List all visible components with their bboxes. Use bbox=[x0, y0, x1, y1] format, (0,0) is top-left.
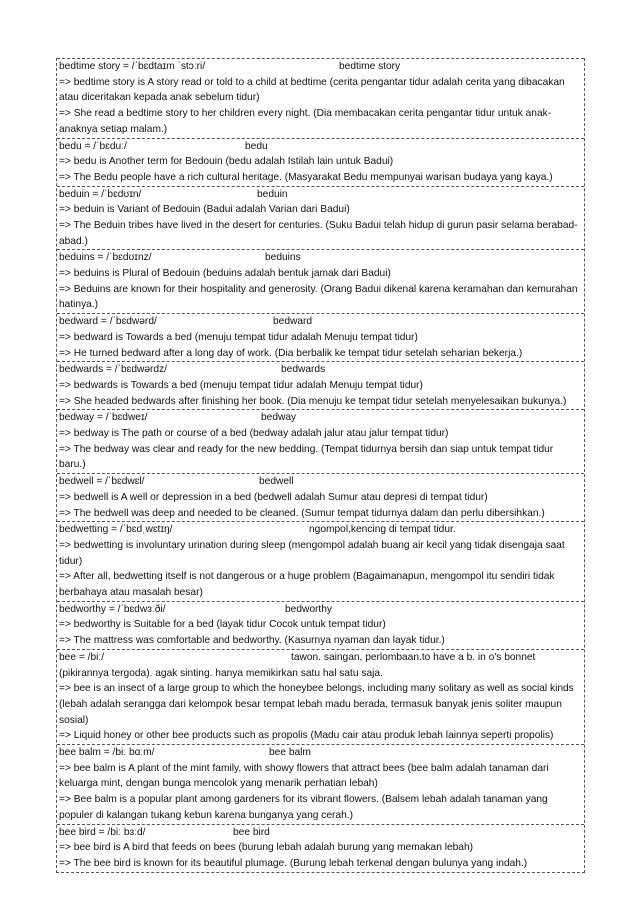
entry-header bbox=[59, 410, 582, 426]
example-line: => She headed bedwards after finishing her book. (Dia menuju ke tempat tidur setelah menyelesaikan bukunya.) bbox=[59, 395, 567, 407]
entry-pronunciation: beduin = /ˈbɛdʊɪn/ bbox=[59, 188, 142, 200]
definition-line: => bedwell is A well or depression in a bed (bedwell adalah Sumur atau depresi di tempat tidur) bbox=[59, 491, 488, 503]
entry-header bbox=[59, 250, 582, 266]
dictionary-entry bbox=[57, 409, 584, 473]
dictionary-entry bbox=[57, 186, 584, 250]
example-line: => Liquid honey or other bee products such as propolis (Madu cair atau produk lebah lainnya seperti propolis) bbox=[59, 730, 554, 742]
definition-line: => beduins is Plural of Bedouin (beduins adalah bentuk jamak dari Badui) bbox=[59, 268, 391, 280]
entry-pronunciation: bedwards = /ˈbɛdwərdz/ bbox=[59, 364, 168, 376]
example-line: => Beduins are known for their hospitality and generosity. (Orang Badui dikenal karena keramahan dan kemurahan hatinya.) bbox=[59, 283, 578, 311]
entry-meaning: beduins bbox=[265, 252, 301, 264]
dictionary-entry bbox=[57, 824, 584, 872]
example-line: => The bee bird is known for its beautiful plumage. (Burung lebah terkenal dengan bulunya yang indah.) bbox=[59, 857, 528, 869]
entry-header bbox=[59, 362, 582, 378]
dictionary-entry bbox=[57, 58, 584, 138]
entry-pronunciation: bedworthy = /ˈbɛdwɜːði/ bbox=[59, 603, 166, 615]
entry-meaning: tawon. saingan, perlombaan.to have a b. in o's bonnet (pikirannya tergoda). agak sinting. hanya memikirkan satu hal satu saja. bbox=[59, 651, 536, 679]
dictionary-entry bbox=[57, 473, 584, 521]
entry-meaning: bedu bbox=[245, 140, 268, 152]
entry-meaning: bee balm bbox=[269, 747, 311, 759]
example-line: => He turned bedward after a long day of work. (Dia berbalik ke tempat tidur setelah seharian bekerja.) bbox=[59, 347, 523, 359]
entry-meaning: bedway bbox=[261, 412, 297, 424]
dictionary-entry bbox=[57, 601, 584, 649]
entry-pronunciation: bedward = /ˈbɛdwərd/ bbox=[59, 316, 157, 328]
entry-header bbox=[59, 314, 582, 330]
dictionary-document bbox=[56, 58, 585, 873]
definition-line: => bedward is Towards a bed (menuju tempat tidur adalah Menuju tempat tidur) bbox=[59, 331, 418, 343]
dictionary-entry bbox=[57, 521, 584, 601]
dictionary-entry bbox=[57, 313, 584, 361]
entry-header bbox=[59, 474, 582, 490]
entry-meaning: ngompol,kencing di tempat tidur. bbox=[309, 524, 456, 536]
entry-meaning: bedtime story bbox=[339, 61, 401, 72]
entry-pronunciation: beduins = /ˈbɛdʊɪnz/ bbox=[59, 252, 152, 264]
definition-line: => beduin is Variant of Bedouin (Badui adalah Varian dari Badui) bbox=[59, 204, 350, 216]
entry-pronunciation: bee bird = /biː bɜːd/ bbox=[59, 826, 146, 838]
entry-pronunciation: bedtime story = /ˈbɛdtaɪm ˈstɔːri/ bbox=[59, 61, 206, 72]
definition-line: => bedu is Another term for Bedouin (bedu adalah Istilah lain untuk Badui) bbox=[59, 156, 394, 168]
definition-line: => bedwetting is involuntary urination during sleep (mengompol adalah buang air kecil yang tidak disengaja saat tidur) bbox=[59, 539, 565, 567]
example-line: => The Beduin tribes have lived in the desert for centuries. (Suku Badui telah hidup di gurun pasir selama berabad-abad.) bbox=[59, 219, 578, 247]
entry-pronunciation: bedwetting = /ˈbɛdˌwɛtɪŋ/ bbox=[59, 524, 173, 536]
dictionary-entry bbox=[57, 249, 584, 313]
entry-pronunciation: bedway = /ˈbɛdweɪ/ bbox=[59, 412, 148, 424]
definition-line: => bee bird is A bird that feeds on bees (burung lebah adalah burung yang memakan lebah) bbox=[59, 842, 474, 854]
entry-header bbox=[59, 59, 582, 75]
entry-meaning: bedwards bbox=[281, 364, 326, 376]
example-line: => The bedway was clear and ready for the new bedding. (Tempat tidurnya bersih dan siap untuk tempat tidur baru.) bbox=[59, 443, 554, 471]
example-line: => She read a bedtime story to her children every night. (Dia membacakan cerita pengantar tidur untuk anak-anaknya setiap malam.) bbox=[59, 108, 552, 135]
entry-header bbox=[59, 650, 582, 681]
dictionary-entry bbox=[57, 361, 584, 409]
example-line: => Bee balm is a popular plant among gardeners for its vibrant flowers. (Balsem lebah adalah tanaman yang populer di kalangan tukang kebun karena bunganya yang cerah.) bbox=[59, 794, 548, 821]
example-line: => The mattress was comfortable and bedworthy. (Kasurnya nyaman dan layak tidur.) bbox=[59, 635, 445, 647]
definition-line: => bedworthy is Suitable for a bed (layak tidur Cocok untuk tempat tidur) bbox=[59, 619, 386, 631]
example-line: => The Bedu people have a rich cultural heritage. (Masyarakat Bedu mempunyai warisan budaya yang kaya.) bbox=[59, 171, 553, 183]
entry-header bbox=[59, 602, 582, 618]
entry-meaning: bee bird bbox=[233, 826, 270, 838]
entry-pronunciation: bedu = /ˈbɛduː/ bbox=[59, 140, 127, 152]
definition-line: => bedtime story is A story read or told to a child at bedtime (cerita pengantar tidur adalah cerita yang dibacakan atau diceritakan kepada anak sebelum tidur) bbox=[59, 76, 565, 104]
entry-meaning: bedwell bbox=[259, 476, 294, 488]
entry-header bbox=[59, 187, 582, 203]
entry-pronunciation: bedwell = /ˈbɛdwɛl/ bbox=[59, 476, 145, 488]
entry-meaning: beduin bbox=[257, 188, 288, 200]
entry-header bbox=[59, 139, 582, 155]
dictionary-entry bbox=[57, 649, 584, 744]
definition-line: => bee balm is A plant of the mint family, with showy flowers that attract bees (bee balm adalah tanaman dari keluarga mint, dengan bunga mencolok yang menarik perhatian lebah) bbox=[59, 762, 549, 790]
definition-line: => bedway is The path or course of a bed (bedway adalah jalur atau jalur tempat tidur) bbox=[59, 428, 449, 440]
entry-meaning: bedward bbox=[273, 316, 313, 328]
entry-meaning: bedworthy bbox=[285, 603, 333, 615]
definition-line: => bee is an insect of a large group to which the honeybee belongs, including many solitary as well as social kinds (lebah adalah serangga dari kelompok besar tempat lebah madu berada, termasuk banyak jenis soliter maupun sosial) bbox=[59, 683, 574, 726]
example-line: => The bedwell was deep and needed to be cleaned. (Sumur tempat tidurnya dalam dan perlu dibersihkan.) bbox=[59, 507, 545, 519]
entry-header bbox=[59, 825, 582, 841]
definition-line: => bedwards is Towards a bed (menuju tempat tidur adalah Menuju tempat tidur) bbox=[59, 379, 423, 391]
entry-pronunciation: bee = /biː/ bbox=[59, 651, 105, 663]
entry-header bbox=[59, 745, 582, 761]
entry-header bbox=[59, 522, 582, 538]
entry-pronunciation: bee balm = /biː bɑːm/ bbox=[59, 747, 155, 759]
dictionary-entry bbox=[57, 744, 584, 824]
dictionary-entry bbox=[57, 138, 584, 186]
example-line: => After all, bedwetting itself is not dangerous or a huge problem (Bagaimanapun, mengompol itu sendiri tidak berbahaya atau masalah besar) bbox=[59, 571, 555, 599]
